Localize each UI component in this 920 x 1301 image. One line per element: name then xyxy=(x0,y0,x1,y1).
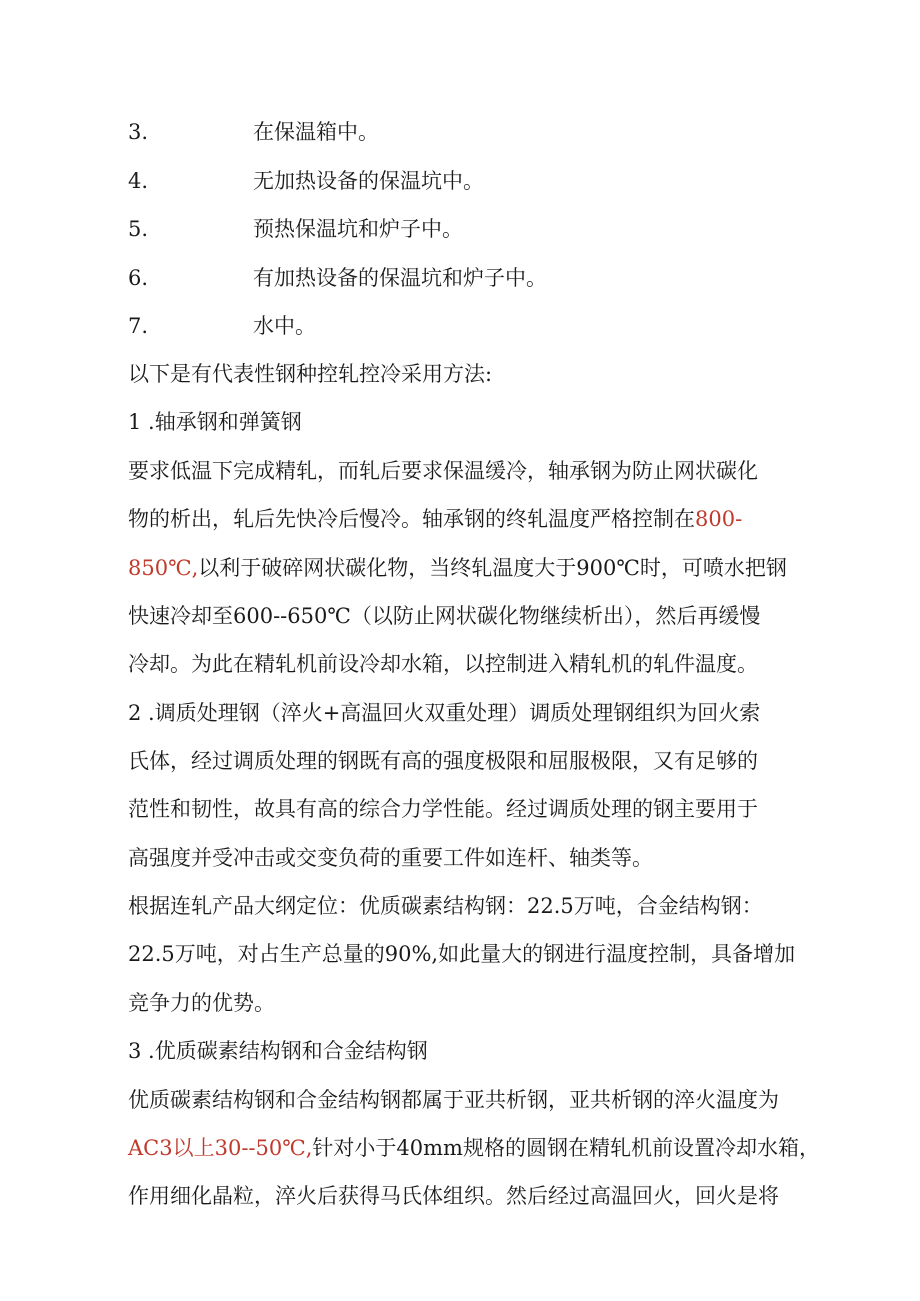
list-item-text: 有加热设备的保温坑和炉子中。 xyxy=(253,266,547,290)
paragraph-line: 高强度并受冲击或交变负荷的重要工件如连杆、轴类等。 xyxy=(128,846,653,870)
list-number: 5. xyxy=(128,217,149,241)
paragraph-line: 作用细化晶粒，淬火后获得马氏体组织。然后经过高温回火，回火是将 xyxy=(128,1184,779,1208)
section-heading: 3 .优质碳素结构钢和合金结构钢 xyxy=(128,1039,428,1063)
section-heading-line: 2 .调质处理钢（淬火+高温回火双重处理）调质处理钢组织为回火索 xyxy=(128,701,761,725)
paragraph-line: 优质碳素结构钢和合金结构钢都属于亚共析钢，亚共析钢的淬火温度为 xyxy=(128,1088,779,1112)
paragraph-line xyxy=(128,506,808,532)
list-item-text: 在保温箱中。 xyxy=(253,120,379,144)
paragraph-line: 要求低温下完成精轧，而轧后要求保温缓冷，轴承钢为防止网状碳化 xyxy=(128,459,758,483)
list-number: 3. xyxy=(128,120,149,144)
paragraph-line xyxy=(128,1135,820,1161)
list-number: 7. xyxy=(128,314,149,338)
paragraph-line xyxy=(128,555,808,581)
paragraph-line: 范性和韧性，故具有高的综合力学性能。经过调质处理的钢主要用于 xyxy=(128,797,758,821)
paragraph-line: 快速冷却至600--650℃（以防止网状碳化物继续析出），然后再缓慢 xyxy=(128,604,761,628)
section-heading: 1 .轴承钢和弹簧钢 xyxy=(128,410,302,434)
intro-line: 以下是有代表性钢种控轧控冷采用方法: xyxy=(128,362,493,386)
text-run: 针对小于40mm规格的圆钢在精轧机前设置冷却水箱， xyxy=(312,1136,820,1160)
paragraph-line: 22.5万吨，对占生产总量的90%,如此量大的钢进行温度控制，具备增加 xyxy=(128,942,796,966)
list-number: 6. xyxy=(128,266,149,290)
text-run: 以利于破碎网状碳化物，当终轧温度大于900℃时，可喷水把钢 xyxy=(198,556,787,580)
highlighted-value: 850℃, xyxy=(128,556,199,580)
paragraph-line: 根据连轧产品大纲定位：优质碳素结构钢：22.5万吨，合金结构钢： xyxy=(128,894,763,918)
text-run: 物的析出，轧后先快冷后慢冷。轴承钢的终轧温度严格控制在 xyxy=(128,507,695,531)
list-item-text: 无加热设备的保温坑中。 xyxy=(253,169,484,193)
highlighted-value: 800- xyxy=(695,507,743,531)
paragraph-line: 竞争力的优势。 xyxy=(128,991,275,1015)
list-item-text: 预热保温坑和炉子中。 xyxy=(253,217,463,241)
paragraph-line: 冷却。为此在精轧机前设冷却水箱，以控制进入精轧机的轧件温度。 xyxy=(128,652,758,676)
list-item-text: 水中。 xyxy=(253,314,316,338)
paragraph-line: 氏体，经过调质处理的钢既有高的强度极限和屈服极限，又有足够的 xyxy=(128,749,758,773)
highlighted-value: AC3以上30--50℃, xyxy=(128,1136,313,1160)
list-number: 4. xyxy=(128,169,149,193)
